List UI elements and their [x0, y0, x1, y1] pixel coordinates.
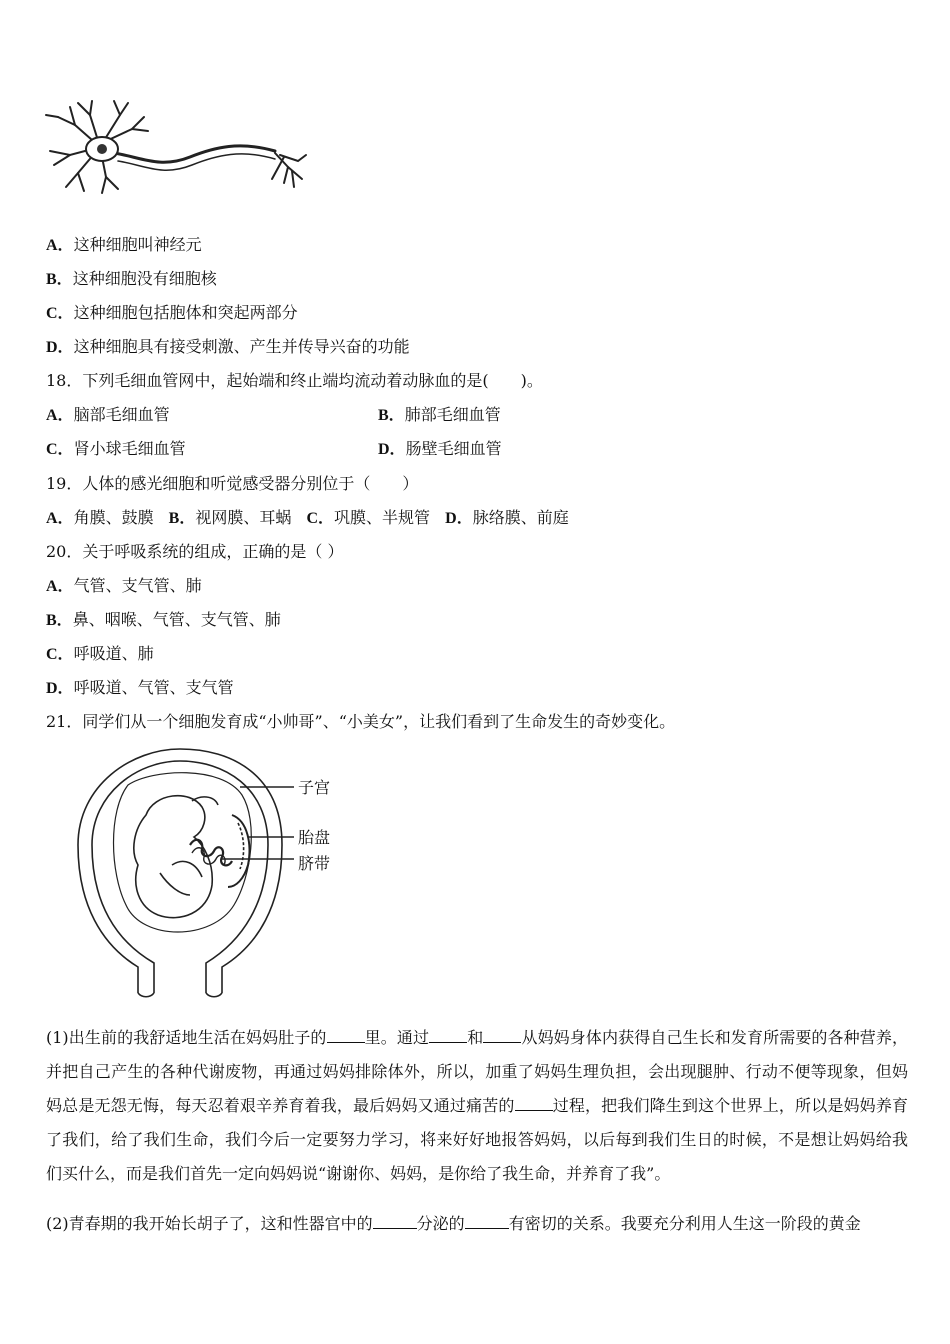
blank-3[interactable] — [483, 1026, 521, 1043]
q18-option-b: B．肺部毛细血管 — [378, 405, 501, 424]
q21-part2: (2)青春期的我开始长胡子了，这和性器官中的 分泌的 有密切的关系。我要充分利用人生这一阶段的黄金 — [46, 1214, 861, 1233]
q20-option-a: A．气管、支气管、肺 — [46, 576, 202, 595]
q18-options-row1 — [46, 405, 906, 426]
q17-option-d: D．这种细胞具有接受刺激、产生并传导兴奋的功能 — [46, 337, 410, 356]
blank-4[interactable] — [515, 1094, 553, 1111]
label-umbilical-cord: 脐带 — [298, 854, 331, 873]
q18-options-row2 — [46, 439, 906, 460]
q20-option-b: B．鼻、咽喉、气管、支气管、肺 — [46, 610, 281, 629]
blank-1[interactable] — [327, 1026, 365, 1043]
label-placenta: 胎盘 — [298, 828, 331, 847]
q18-option-c: C．肾小球毛细血管 — [46, 439, 186, 458]
q19-option-a: A．角膜、鼓膜 — [46, 508, 154, 527]
q19-stem: 19．人体的感光细胞和听觉感受器分别位于（ ） — [46, 474, 419, 493]
q18-option-d: D．肠壁毛细血管 — [378, 439, 502, 458]
blank-6[interactable] — [465, 1212, 509, 1229]
q20-option-d: D．呼吸道、气管、支气管 — [46, 678, 234, 697]
q19-option-c: C．巩膜、半规管 — [306, 508, 431, 527]
q19-option-b: B．视网膜、耳蜗 — [168, 508, 292, 527]
q18-stem: 18．下列毛细血管网中，起始端和终止端均流动着动脉血的是( )。 — [46, 371, 543, 390]
q20-stem: 20．关于呼吸系统的组成，正确的是（ ） — [46, 542, 344, 561]
neuron-figure — [40, 95, 310, 200]
q17-option-b: B．这种细胞没有细胞核 — [46, 269, 217, 288]
q21-stem: 21．同学们从一个细胞发育成“小帅哥”、“小美女”，让我们看到了生命发生的奇妙变化。 — [46, 712, 676, 731]
blank-2[interactable] — [429, 1026, 467, 1043]
q19-options — [46, 508, 569, 529]
q21-part1: (1)出生前的我舒适地生活在妈妈肚子的 里。通过 和 从妈妈身体内获得自己生长和发育所需要的各种营养，并把自己产生的各种代谢废物，再通过妈妈排除体外，所以，加重了妈妈生理负担，会出现腿肿、行动不便等现象，但妈妈总是无怨无悔，每天忍着艰辛养育着我，最后妈妈又通过痛苦的 过程，把我们降生到这个世界上，所以是妈妈养育了我们，给了我们生命，我们今后一定要努力学习，将来好好地报答妈妈，以后每到我们生日的时候，不是想让妈妈给我们买什么，而是我们首先一定向妈妈说“谢谢你、妈妈，是你给了我生命，并养育了我”。 — [46, 1028, 908, 1183]
q17-option-c: C．这种细胞包括胞体和突起两部分 — [46, 303, 298, 322]
uterus-fetus-figure — [72, 745, 352, 1000]
label-uterus: 子宫 — [298, 778, 331, 797]
q18-option-a: A．脑部毛细血管 — [46, 405, 170, 424]
q19-option-d: D．脉络膜、前庭 — [445, 508, 569, 527]
blank-5[interactable] — [373, 1212, 417, 1229]
q17-option-a: A．这种细胞叫神经元 — [46, 235, 202, 254]
q20-option-c: C．呼吸道、肺 — [46, 644, 154, 663]
